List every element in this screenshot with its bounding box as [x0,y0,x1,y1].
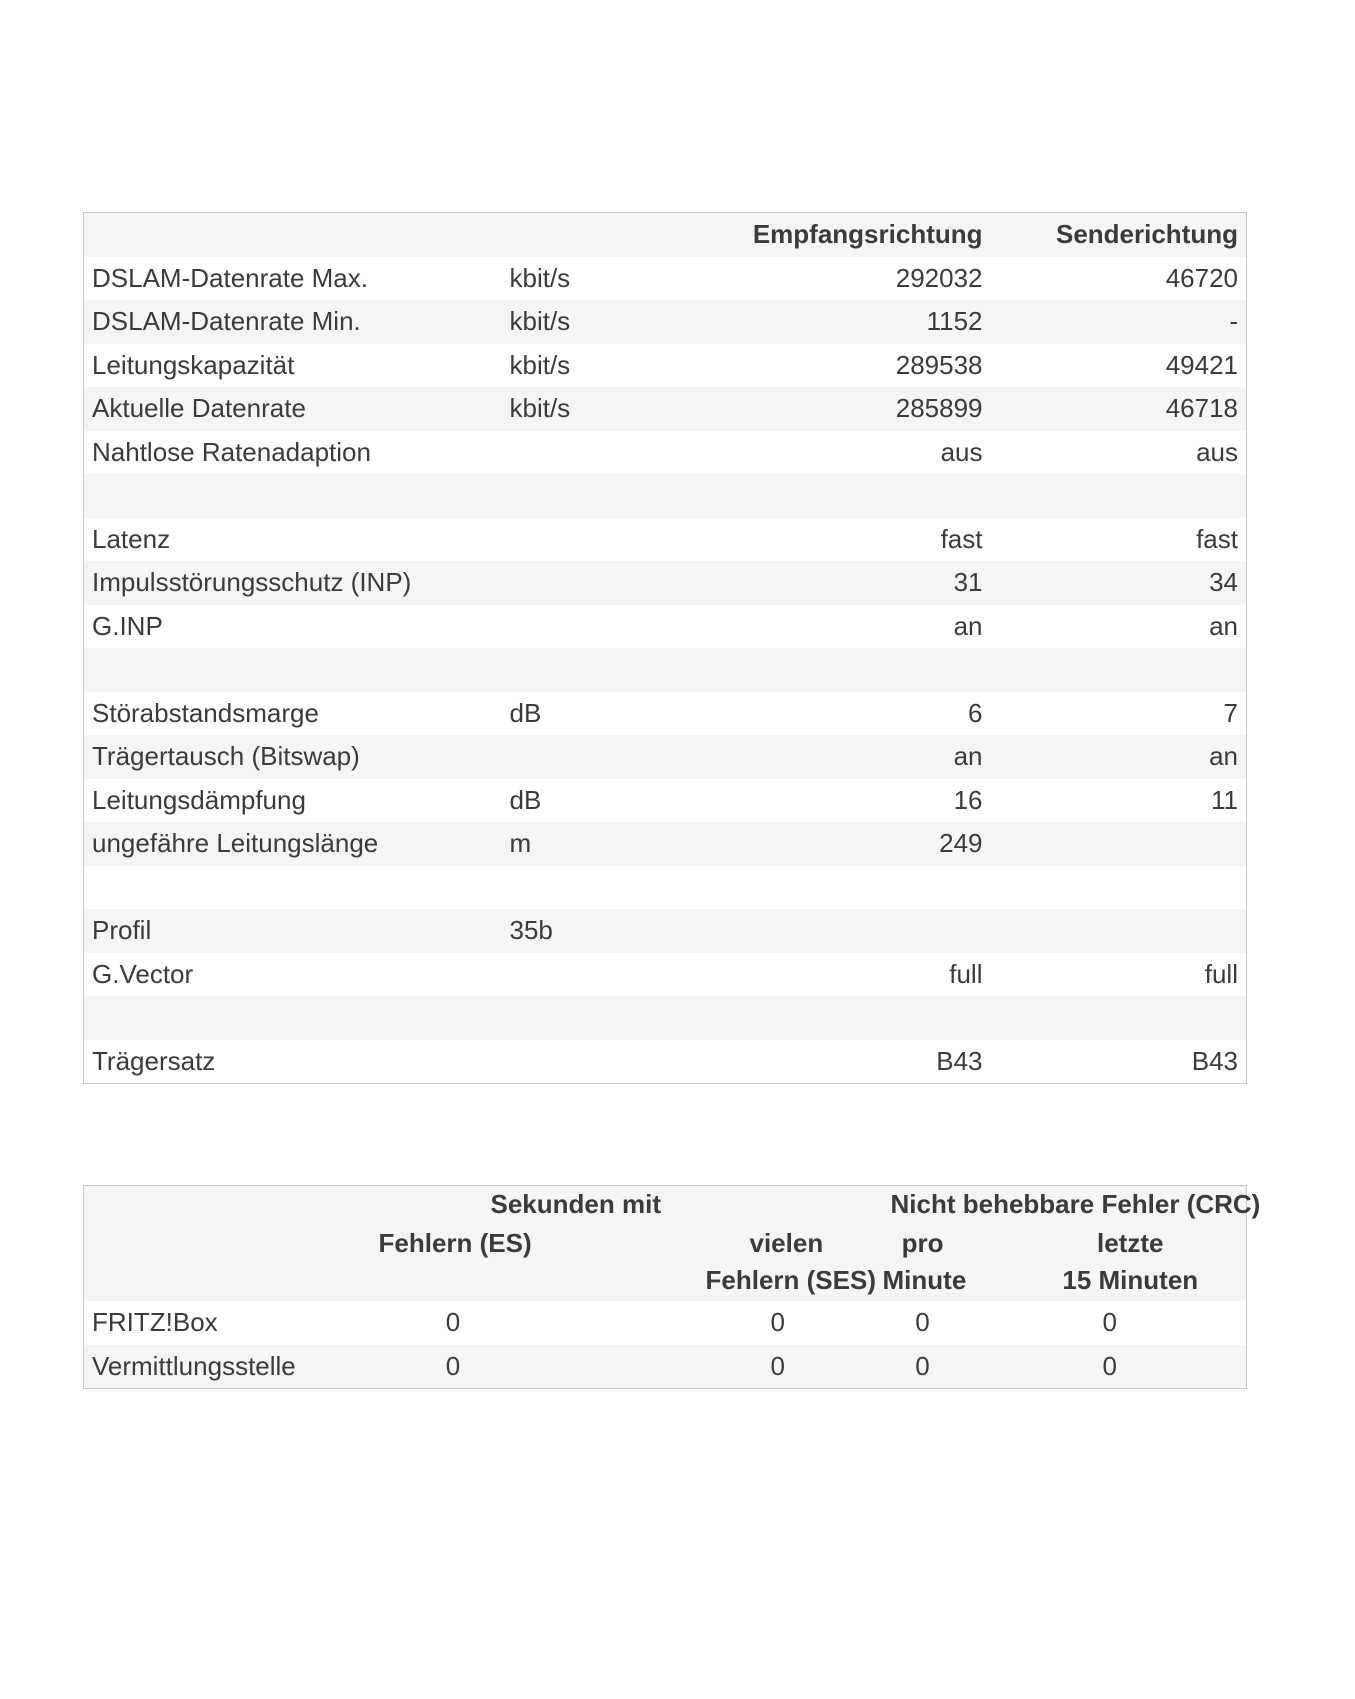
table-row [84,779,1247,823]
error-row-label: FRITZ!Box [92,1307,218,1337]
row-upstream-value: 7 [1223,697,1238,728]
error-group-header-row [84,1186,1247,1224]
error-row-crc-minute: 0 [915,1350,930,1381]
table-row [84,474,1247,518]
row-label: Latenz [92,523,171,554]
table-row [84,561,1247,605]
header-es [371,1223,536,1301]
row-downstream-value: aus [940,436,983,467]
row-downstream-value: B43 [936,1045,983,1076]
row-downstream-value: an [953,741,983,771]
row-label: DSLAM-Datenrate Min. [92,306,361,336]
row-upstream-value: full [1204,958,1238,989]
header-last-15 [963,1223,1247,1301]
row-upstream-value: 49421 [1165,349,1238,380]
table-row [84,866,1247,910]
header-downstream: Empfangsrichtung [752,219,983,249]
error-row-label: Vermittlungsstelle [92,1350,296,1381]
error-header-empty [84,1186,371,1224]
row-label [84,648,502,692]
table-row [84,344,1247,388]
row-upstream-value: an [1209,741,1238,771]
table-row [84,605,1247,649]
error-row-crc-15min: 0 [1102,1307,1117,1337]
row-unit [502,561,712,605]
error-row-crc-minute: 0 [915,1307,930,1337]
row-upstream-value [991,909,1247,953]
row-label: DSLAM-Datenrate Max. [92,262,368,293]
row-upstream-value: 46718 [1165,393,1238,423]
row-unit: kbit/s [509,349,571,380]
row-upstream-value [991,996,1247,1040]
error-row-crc-15min: 0 [1102,1350,1117,1381]
error-row-es: 0 [445,1307,461,1337]
row-unit [502,866,712,910]
error-statistics-table [83,1185,1261,1389]
row-downstream-value: 292032 [895,262,983,293]
table-row [84,300,1247,344]
header-seconds-with: Sekunden mit [490,1189,661,1219]
row-label: Störabstandsmarge [92,697,319,728]
row-unit [502,648,712,692]
row-unit [502,605,712,649]
row-downstream-value: 31 [953,567,983,597]
error-sub-header-row [84,1223,1247,1301]
header-last-15-line1: letzte [1097,1228,1164,1258]
row-label [84,996,502,1040]
header-es-label: Fehlern (ES) [378,1228,532,1258]
error-row-es: 0 [445,1350,461,1381]
row-label: Leitungsdämpfung [92,784,306,815]
table-row [84,1301,1247,1345]
row-downstream-value [712,996,991,1040]
header-ses [536,1223,883,1301]
row-upstream-value: 46720 [1165,262,1238,293]
row-label [84,866,502,910]
error-subheader-empty [84,1223,371,1301]
row-unit: kbit/s [509,262,571,293]
row-downstream-value: full [949,958,983,989]
table-row [84,648,1247,692]
row-unit [502,518,712,562]
row-unit: 35b [509,915,553,945]
table-row [84,518,1247,562]
row-downstream-value [712,909,991,953]
row-downstream-value [712,648,991,692]
row-upstream-value: B43 [1191,1045,1238,1076]
row-downstream-value: 289538 [895,349,983,380]
row-downstream-value: 16 [953,784,983,815]
table-row [84,692,1247,736]
table-row [84,953,1247,997]
header-per-minute-line2: Minute [882,1265,967,1295]
row-unit [502,996,712,1040]
row-label: Profil [92,915,152,945]
header-upstream: Senderichtung [1055,219,1238,249]
row-upstream-value: aus [1196,436,1238,467]
row-label: Trägertausch (Bitswap) [92,741,360,771]
row-upstream-value [991,822,1247,866]
header-label [84,213,502,257]
table-row [84,1040,1247,1084]
row-upstream-value: an [1209,610,1238,641]
row-unit: kbit/s [509,306,571,336]
row-label: Nahtlose Ratenadaption [92,436,371,467]
row-label: Impulsstörungsschutz (INP) [92,567,412,597]
row-label: Aktuelle Datenrate [92,393,306,423]
header-ses-line1: vielen [749,1228,824,1258]
row-unit [502,431,712,475]
row-upstream-value [991,474,1247,518]
header-per-minute [882,1223,967,1301]
row-downstream-value [712,866,991,910]
table-row [84,996,1247,1040]
table-row [84,909,1247,953]
row-downstream-value: 249 [939,828,983,858]
line-table-header-row [84,213,1247,257]
row-upstream-value: - [1229,306,1238,336]
row-unit: kbit/s [509,393,571,423]
row-upstream-value [991,648,1247,692]
table-row [84,257,1247,301]
table-row [84,431,1247,475]
row-unit [502,1040,712,1084]
row-label [84,474,502,518]
header-last-15-line2: 15 Minuten [1062,1265,1199,1295]
row-downstream-value: an [953,610,983,641]
line-info-table [83,212,1247,1084]
row-downstream-value: 285899 [895,393,983,423]
error-row-ses: 0 [770,1350,785,1381]
row-unit [502,953,712,997]
row-label: G.Vector [92,958,194,989]
row-label: Leitungskapazität [92,349,295,380]
header-per-minute-line1: pro [901,1228,944,1258]
row-label: Trägersatz [92,1045,216,1076]
error-row-ses: 0 [770,1307,785,1337]
row-unit [502,474,712,518]
row-upstream-value: 34 [1209,567,1238,597]
row-upstream-value: 11 [1211,784,1238,815]
row-unit: dB [509,697,542,728]
row-label: ungefähre Leitungslänge [92,828,379,858]
header-crc: Nicht behebbare Fehler (CRC) [890,1189,1261,1219]
row-upstream-value: fast [1196,523,1238,554]
row-downstream-value: fast [940,523,983,554]
table-row [84,1345,1247,1389]
header-unit [502,213,712,257]
row-downstream-value [712,474,991,518]
row-upstream-value [991,866,1247,910]
table-row [84,387,1247,431]
table-row [84,822,1247,866]
row-downstream-value: 1152 [926,306,983,336]
row-unit: m [509,828,532,858]
row-label: G.INP [92,610,163,641]
table-row [84,735,1247,779]
row-unit: dB [509,784,542,815]
row-unit [502,735,712,779]
row-downstream-value: 6 [968,697,983,728]
header-ses-line2: Fehlern (SES) [705,1265,876,1295]
